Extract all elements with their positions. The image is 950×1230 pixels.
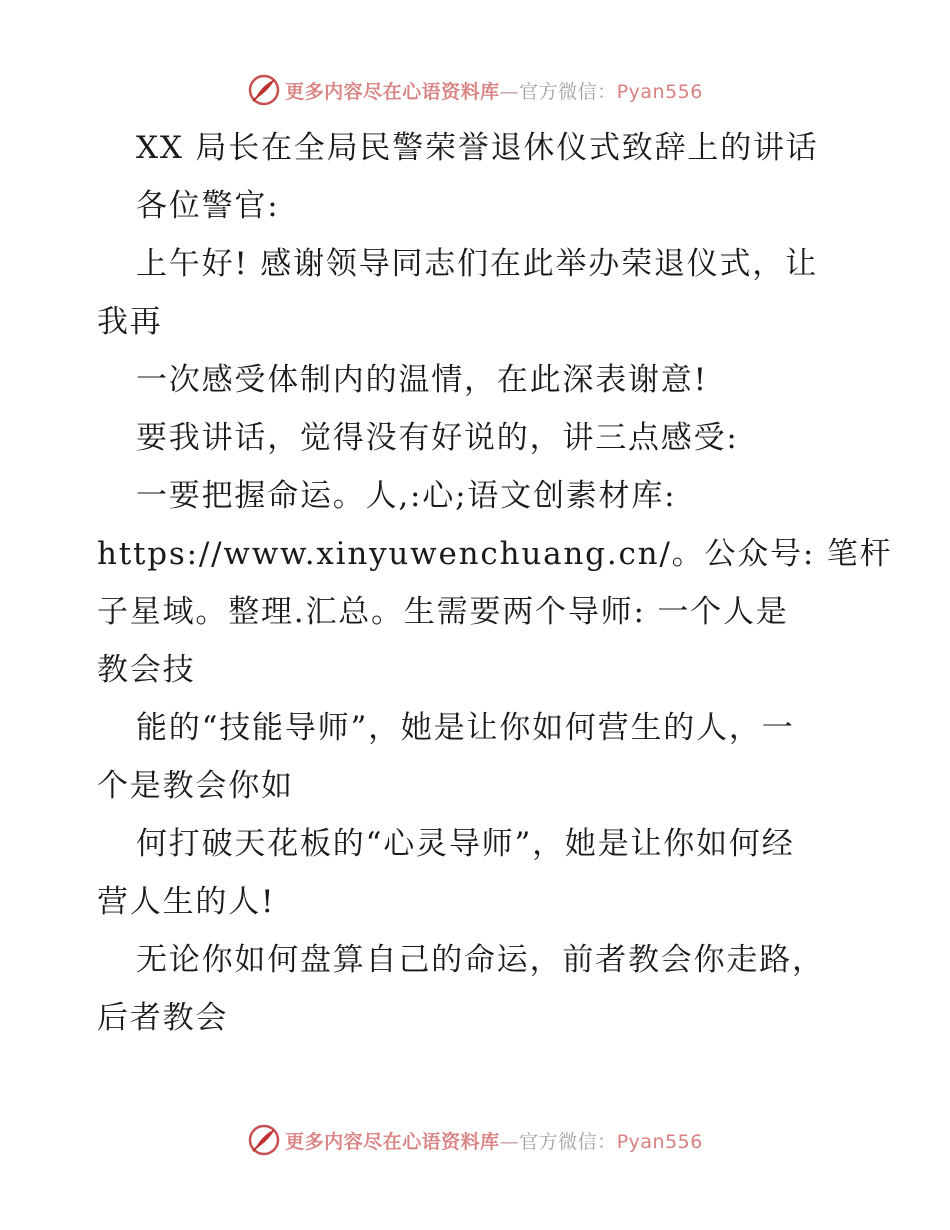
- document-line: 无论你如何盘算自己的命运，前者教会你走路，: [136, 942, 825, 978]
- watermark-main-text: 更多内容尽在心语资料库: [285, 1130, 500, 1153]
- watermark-separator: —: [499, 80, 520, 103]
- document-line: 一要把握命运。人,:心;语文创素材库:: [136, 478, 677, 514]
- watermark-separator: —: [499, 1130, 520, 1153]
- feather-pen-logo-icon: [247, 1123, 281, 1157]
- watermark-main-text: 更多内容尽在心语资料库: [285, 80, 500, 103]
- document-line: 教会技: [97, 652, 196, 688]
- document-line: 各位警官:: [136, 188, 280, 224]
- document-line: https://www.xinyuwenchuang.cn/。公众号: 笔杆: [97, 536, 893, 572]
- document-line: 上午好! 感谢领导同志们在此举办荣退仪式，让: [136, 246, 818, 282]
- watermark-wechat-id: Pyan556: [616, 1130, 703, 1153]
- watermark-wechat-label: 官方微信：: [519, 80, 617, 103]
- document-line: 我再: [97, 304, 163, 340]
- watermark-text: [285, 1127, 703, 1154]
- document-body: [97, 119, 893, 1047]
- feather-pen-logo-icon: [247, 73, 281, 107]
- footer-watermark: [0, 1120, 950, 1160]
- document-line: 营人生的人!: [97, 884, 276, 920]
- document-line: 一次感受体制内的温情，在此深表谢意!: [136, 362, 708, 398]
- document-line: 个是教会你如: [97, 768, 294, 804]
- watermark-text: [285, 77, 703, 104]
- header-watermark: [0, 70, 950, 110]
- document-line: XX 局长在全局民警荣誉退休仪式致辞上的讲话: [136, 130, 819, 166]
- document-line: 后者教会: [97, 1000, 229, 1036]
- document-line: 何打破天花板的“心灵导师”，她是让你如何经: [136, 826, 795, 862]
- watermark-wechat-label: 官方微信：: [519, 1130, 617, 1153]
- document-line: 子星域。整理.汇总。生需要两个导师: 一个人是: [97, 594, 789, 630]
- document-line: 能的“技能导师”，她是让你如何营生的人，一: [136, 710, 795, 746]
- document-line: 要我讲话，觉得没有好说的，讲三点感受:: [136, 420, 739, 456]
- watermark-wechat-id: Pyan556: [616, 80, 703, 103]
